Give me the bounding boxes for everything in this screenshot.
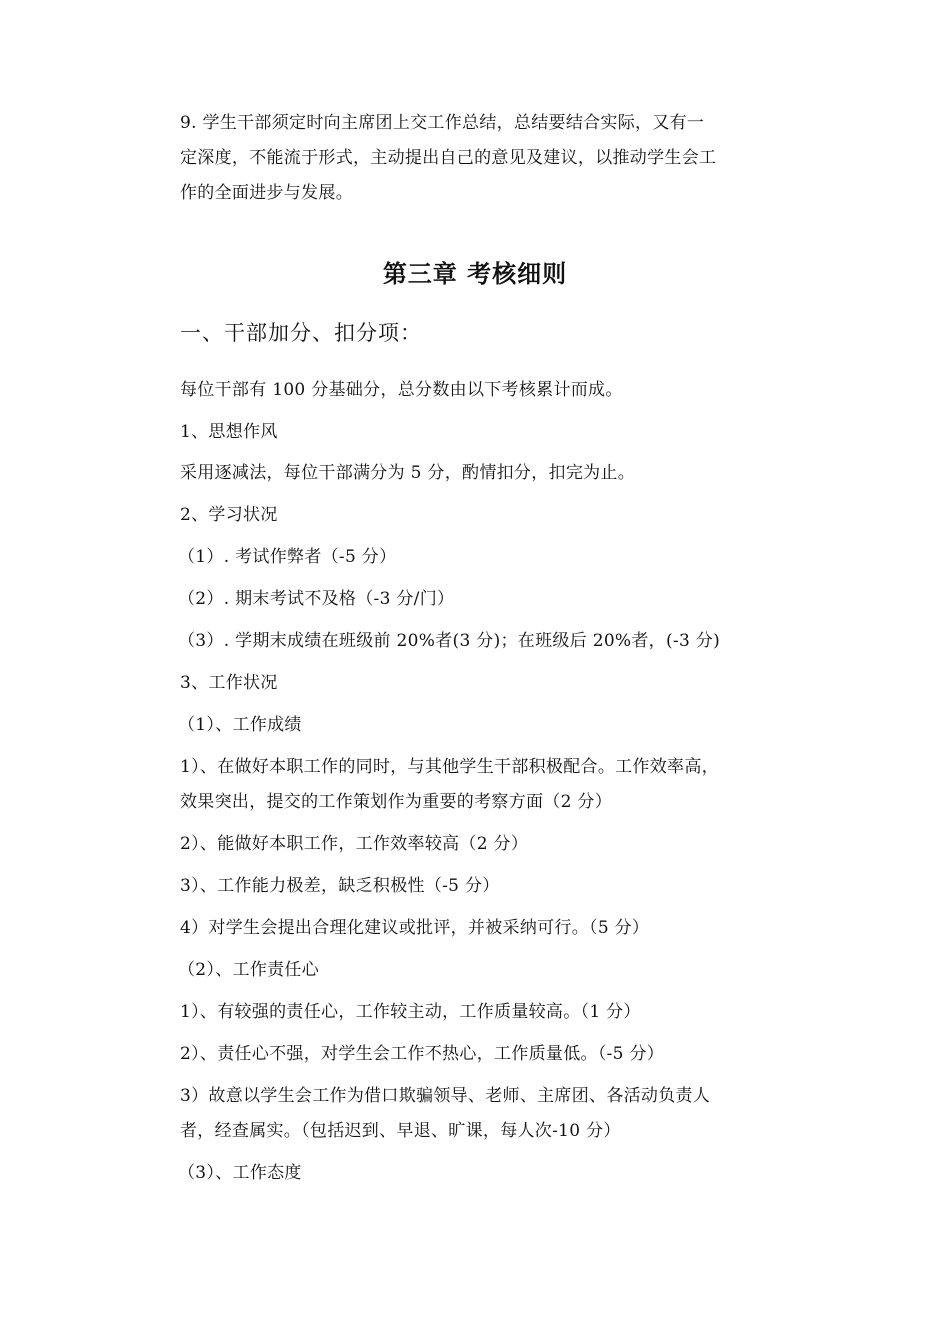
- section-2-item-3: （3）. 学期末成绩在班级前 20%者(3 分)；在班级后 20%者，(-3 分): [178, 631, 721, 651]
- section-3-sub-1-item-1-line-2: 效果突出，提交的工作策划作为重要的考察方面（2 分）: [180, 792, 613, 812]
- section-3-sub-1-item-1-line-1: 1）、在做好本职工作的同时，与其他学生干部积极配合。工作效率高，: [180, 757, 719, 777]
- section-3-sub-2-title: （2）、工作责任心: [178, 960, 320, 980]
- section-3-sub-2-item-3-line-1: 3）故意以学生会工作为借口欺骗领导、老师、主席团、各活动负责人: [180, 1086, 711, 1106]
- base-score-text: 每位干部有 100 分基础分，总分数由以下考核累计而成。: [180, 380, 623, 400]
- section-heading: 一、干部加分、扣分项：: [180, 321, 422, 345]
- section-3-sub-1-title: （1）、工作成绩: [178, 715, 302, 735]
- section-3-title: 3、工作状况: [180, 673, 278, 693]
- section-2-item-1: （1）. 考试作弊者（-5 分）: [178, 547, 397, 567]
- section-3-sub-2-item-1: 1）、有较强的责任心，工作较主动，工作质量较高。（1 分）: [180, 1002, 641, 1022]
- intro-line-1: 9. 学生干部须定时向主席团上交工作总结，总结要结合实际，又有一: [180, 113, 705, 133]
- section-1-title: 1、思想作风: [180, 422, 278, 442]
- chapter-title: 第三章 考核细则: [382, 260, 568, 288]
- section-3-sub-1-item-2: 2）、能做好本职工作，工作效率较高（2 分）: [180, 834, 529, 854]
- intro-line-2: 定深度，不能流于形式，主动提出自己的意见及建议，以推动学生会工: [180, 148, 717, 168]
- section-3-sub-2-item-2: 2）、责任心不强，对学生会工作不热心，工作质量低。（-5 分）: [180, 1044, 665, 1064]
- intro-line-3: 作的全面进步与发展。: [180, 183, 353, 203]
- section-3-sub-3-title: （3）、工作态度: [178, 1163, 302, 1183]
- section-3-sub-2-item-3-line-2: 者，经查属实。（包括迟到、早退、旷课，每人次-10 分）: [180, 1121, 621, 1141]
- section-3-sub-1-item-4: 4）对学生会提出合理化建议或批评，并被采纳可行。（5 分）: [180, 918, 650, 938]
- section-1-text: 采用逐减法，每位干部满分为 5 分，酌情扣分，扣完为止。: [180, 463, 636, 483]
- section-2-item-2: （2）. 期末考试不及格（-3 分/门）: [178, 589, 455, 609]
- section-2-title: 2、学习状况: [180, 505, 278, 525]
- section-3-sub-1-item-3: 3）、工作能力极差，缺乏积极性（-5 分）: [180, 876, 500, 896]
